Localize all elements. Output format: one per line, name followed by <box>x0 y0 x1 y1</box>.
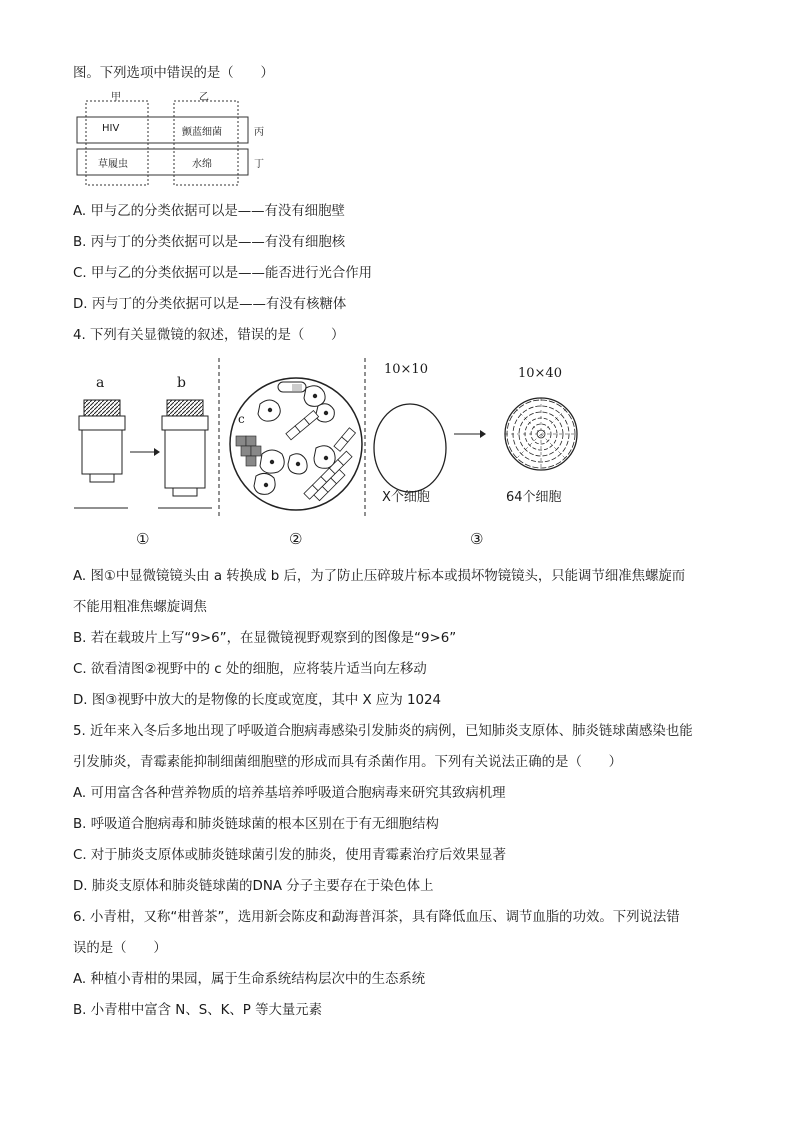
cells-high-label: 64个细胞 <box>506 490 562 505</box>
figure-3-number: ③ <box>470 530 484 548</box>
q4-option-c: C. 欲看清图②视野中的 c 处的细胞，应将装片适当向左移动 <box>73 662 427 677</box>
q3-classification-figure <box>74 88 284 190</box>
q4-option-d: D. 图③视野中放大的是物像的长度或宽度，其中 X 应为 1024 <box>73 693 442 708</box>
lens-b-label: b <box>177 375 186 391</box>
cell-c-label: c <box>238 412 245 426</box>
q6-option-a: A. 种植小青柑的果园，属于生命系统结构层次中的生态系统 <box>73 972 426 987</box>
q3-figure-svg <box>74 88 284 190</box>
q5-option-a: A. 可用富含各种营养物质的培养基培养呼吸道合胞病毒来研究其致病机理 <box>73 786 506 801</box>
q3-stem: 图。下列选项中错误的是（ ） <box>73 66 274 81</box>
q3-option-c: C. 甲与乙的分类依据可以是——能否进行光合作用 <box>73 266 373 281</box>
spirogyra-label: 水绵 <box>192 159 212 170</box>
q5-option-c: C. 对于肺炎支原体或肺炎链球菌引发的肺炎，使用青霉素治疗后效果显著 <box>73 848 506 863</box>
q6-stem-line2: 误的是（ ） <box>73 941 167 956</box>
hiv-label: HIV <box>102 123 120 134</box>
cyanobacteria-label: 颤蓝细菌 <box>182 127 222 138</box>
jia-label: 甲 <box>111 92 121 103</box>
lens-a-label: a <box>96 375 105 391</box>
q5-option-b: B. 呼吸道合胞病毒和肺炎链球菌的根本区别在于有无细胞结构 <box>73 817 439 832</box>
objective-lens-a <box>74 400 128 508</box>
q3-option-b: B. 丙与丁的分类依据可以是——有没有细胞核 <box>73 235 346 250</box>
q3-option-a: A. 甲与乙的分类依据可以是——有没有细胞壁 <box>73 204 345 219</box>
q5-stem-line2: 引发肺炎，青霉素能抑制细菌细胞壁的形成而具有杀菌作用。下列有关说法正确的是（ ） <box>73 755 623 770</box>
objective-lens-b <box>158 400 212 508</box>
arrow-a-to-b <box>130 448 160 456</box>
cells-low-label: X个细胞 <box>382 490 430 505</box>
figure-2-number: ② <box>289 530 303 548</box>
q5-option-d: D. 肺炎支原体和肺炎链球菌的DNA 分子主要存在于染色体上 <box>73 879 434 894</box>
microscope-field-view-2 <box>230 378 362 510</box>
field-high-power <box>505 398 577 470</box>
q6-stem-line1: 6. 小青柑，又称“柑普茶”，选用新会陈皮和勐海普洱茶，具有降低血压、调节血脂的功效。下列说法错 <box>73 910 680 925</box>
q4-option-a-line1: A. 图①中显微镜镜头由 a 转换成 b 后，为了防止压碎玻片标本或损坏物镜镜头，只能调节细准焦螺旋而 <box>73 569 686 584</box>
q4-option-a-line2: 不能用粗准焦螺旋调焦 <box>73 600 207 615</box>
q4-microscope-figure <box>70 358 590 553</box>
yi-label: 乙 <box>199 92 209 103</box>
q5-stem-line1: 5. 近年来入冬后多地出现了呼吸道合胞病毒感染引发肺炎的病例，已知肺炎支原体、肺炎链球菌感染也能 <box>73 724 693 739</box>
figure-1-number: ① <box>136 530 150 548</box>
arrow-low-to-high <box>454 430 486 438</box>
ding-label: 丁 <box>254 159 264 170</box>
paramecium-label: 草履虫 <box>98 159 128 170</box>
field-low-power <box>374 404 446 492</box>
q4-stem: 4. 下列有关显微镜的叙述，错误的是（ ） <box>73 328 345 343</box>
q3-option-d: D. 丙与丁的分类依据可以是——有没有核糖体 <box>73 297 347 312</box>
q4-option-b: B. 若在载玻片上写“9>6”，在显微镜视野观察到的图像是“9>6” <box>73 631 457 646</box>
q6-option-b: B. 小青柑中富含 N、S、K、P 等大量元素 <box>73 1003 323 1018</box>
magnification-high: 10×40 <box>518 366 562 381</box>
q4-figure-svg <box>70 358 590 553</box>
magnification-low: 10×10 <box>384 362 428 377</box>
bing-label: 丙 <box>254 127 264 138</box>
